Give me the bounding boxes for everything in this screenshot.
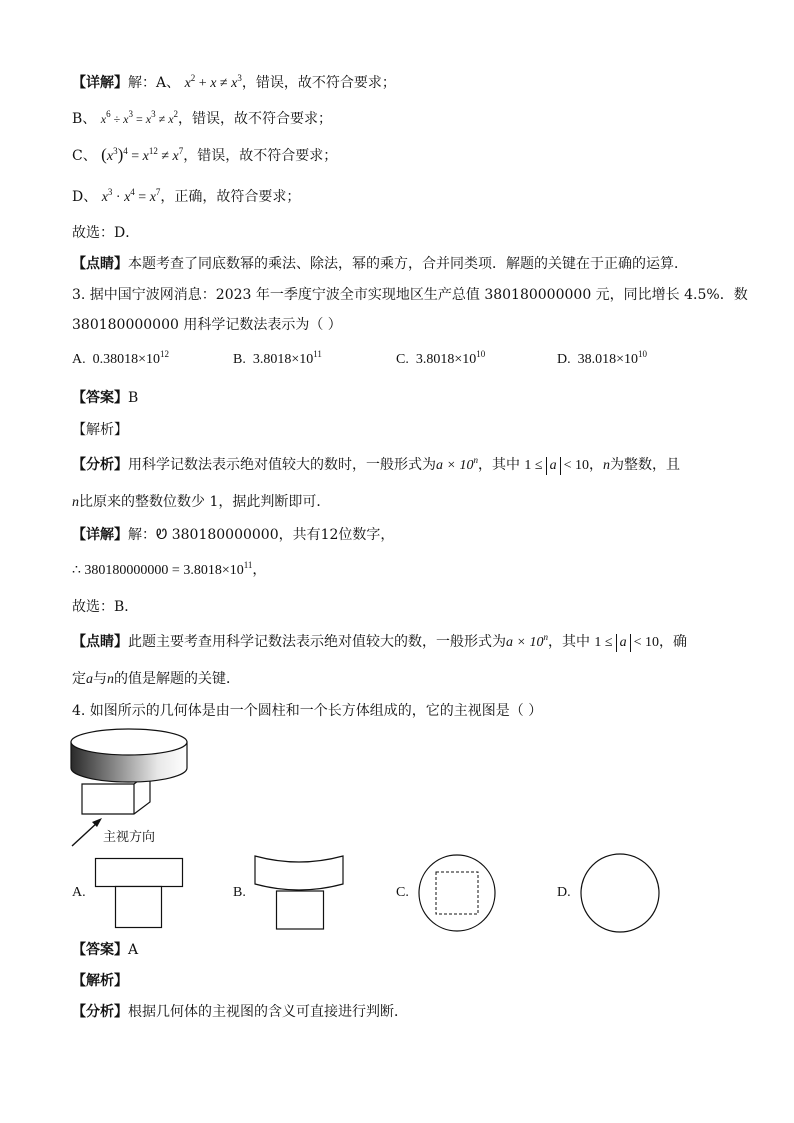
q4-fenxi: [72, 1002, 408, 1022]
comment-text1: 此题主要考查用科学记数法表示绝对值较大的数，一般形式为: [128, 634, 506, 650]
sci-form: $a \times 10^n$: [506, 632, 548, 650]
option-mantissa: 0.38018×10: [92, 352, 161, 367]
detail-c-prefix: C、: [72, 148, 97, 164]
answer-value: A: [128, 942, 139, 958]
option-mantissa: 3.8018×10: [415, 352, 477, 367]
q2-detail-d: [72, 187, 300, 208]
var-n: n: [107, 672, 114, 687]
detail-text1: 解：: [128, 527, 156, 543]
option-a-figure[interactable]: [95, 858, 185, 930]
answer-value: B: [128, 390, 139, 406]
equation: 380180000000 = 3.8018×10: [84, 563, 244, 578]
option-letter: D.: [557, 352, 571, 367]
q4-option-c-label[interactable]: C.: [396, 885, 409, 900]
q3-fenxi-line2: [72, 492, 330, 513]
q3-fenxi: [72, 455, 680, 476]
comment-line2c: 的值是解题的关键．: [114, 671, 240, 687]
q3-choose: 故选：B．: [72, 599, 139, 615]
option-mantissa: 3.8018×10: [252, 352, 314, 367]
comment-label: 【点睛】: [72, 256, 128, 272]
option-mantissa: 38.018×10: [577, 352, 639, 367]
comment-label: 【点睛】: [72, 634, 128, 650]
q4-option-b-label[interactable]: B.: [233, 885, 246, 900]
var-n: n: [603, 458, 610, 473]
equation-end: ，: [252, 563, 267, 578]
option-letter: A.: [72, 352, 86, 367]
formula-a: $x^2 + x \ne x^3$: [184, 73, 242, 91]
fenxi-text: 根据几何体的主视图的含义可直接进行判断．: [128, 1004, 408, 1020]
detail-text2: 380180000000，共有12位数字，: [171, 527, 395, 543]
detail-label: 【详解】: [72, 527, 128, 543]
fenxi-text4: 为整数，且: [610, 457, 680, 473]
comment-text: 本题考查了同底数幂的乘法、除法，幂的乘方，合并同类项．解题的关键在于正确的运算．: [128, 256, 688, 272]
abs-range: 1 ≤ a < 10: [594, 635, 659, 650]
option-exp: 10: [476, 349, 486, 359]
detail-label: 【详解】: [72, 75, 128, 91]
sci-form: $a \times 10^n$: [436, 455, 478, 473]
q4-option-a-label[interactable]: A.: [72, 885, 86, 900]
q2-comment: [72, 254, 688, 274]
comment-line2b: 与: [93, 671, 107, 687]
fenxi-text1: 用科学记数法表示绝对值较大的数时，一般形式为: [128, 457, 436, 473]
q3-stem-line2: 380180000000 用科学记数法表示为（ ）: [72, 317, 342, 333]
var-n: n: [72, 495, 79, 510]
option-exp: 10: [638, 349, 648, 359]
q3-analysis-label: 【解析】: [72, 422, 128, 438]
option-exp: 12: [160, 349, 170, 359]
because-symbol: Ꮼ: [156, 527, 168, 543]
formula-d: $x^3 \cdot x^4 = x^7$: [101, 187, 161, 205]
q3-equation: [72, 561, 266, 581]
fenxi-label: 【分析】: [72, 457, 128, 473]
detail-c-suffix: ，错误，故不符合要求；: [183, 148, 338, 164]
option-d-figure[interactable]: [580, 853, 662, 935]
fenxi-line2: 比原来的整数位数少 1，据此判断即可．: [79, 494, 331, 510]
direction-label: 主视方向: [103, 830, 156, 845]
formula-b: $x^6 \div x^3 = x^3 \ne x^2$: [100, 109, 179, 126]
option-b-figure[interactable]: [254, 854, 346, 930]
fenxi-label: 【分析】: [72, 1004, 128, 1020]
option-exp: 11: [313, 349, 322, 359]
detail-a-suffix: ，错误，故不符合要求；: [241, 75, 396, 91]
q3-option-a[interactable]: [72, 349, 170, 368]
comment-line2a: 定: [72, 671, 86, 687]
detail-d-suffix: ，正确，故符合要求；: [160, 189, 301, 205]
option-letter: B.: [233, 352, 246, 367]
q2-detail-a: [72, 73, 396, 94]
q3-comment: [72, 632, 687, 653]
abs-range: 1 ≤ a < 10: [524, 458, 589, 473]
q4-stem: 4. 如图所示的几何体是由一个圆柱和一个长方体组成的，它的主视图是（ ）: [72, 703, 543, 719]
q3-comment-line2: [72, 669, 240, 690]
detail-d-prefix: D、: [72, 189, 98, 205]
detail-b-suffix: ，错误，故不符合要求；: [178, 111, 333, 127]
detail-b-prefix: B、: [72, 111, 97, 127]
q4-analysis-label: 【解析】: [72, 973, 128, 989]
comment-text2: ，其中: [547, 634, 590, 650]
answer-label: 【答案】: [72, 942, 128, 958]
q4-option-d-label[interactable]: D.: [557, 885, 571, 900]
answer-label: 【答案】: [72, 390, 128, 406]
q3-detail: [72, 525, 394, 545]
q3-option-b[interactable]: [233, 349, 322, 368]
q2-detail-b: [72, 109, 332, 129]
equation-exp: 11: [243, 560, 253, 570]
q3-option-d[interactable]: [557, 349, 648, 368]
q3-option-c[interactable]: [396, 349, 486, 368]
fenxi-text3: ，: [589, 457, 603, 473]
q2-choose: 故选：D．: [72, 225, 140, 241]
comment-text3: ，确: [659, 634, 687, 650]
q4-answer: [72, 940, 138, 960]
q3-answer: [72, 388, 138, 408]
var-a: a: [86, 672, 93, 687]
fenxi-text2: ，其中: [477, 457, 520, 473]
formula-c: $(x^3)^4 = x^{12} \ne x^7$: [101, 145, 184, 164]
option-letter: C.: [396, 352, 409, 367]
therefore-symbol: ∴: [72, 563, 81, 578]
q3-stem-line1: 3. 据中国宁波网消息：2023 年一季度宁波全市实现地区生产总值 380180000000 元，同比增长 4.5%．数: [72, 287, 748, 303]
detail-a-prefix: 解：A、: [128, 75, 181, 91]
option-c-figure[interactable]: [418, 854, 498, 934]
q2-detail-c: [72, 145, 337, 167]
